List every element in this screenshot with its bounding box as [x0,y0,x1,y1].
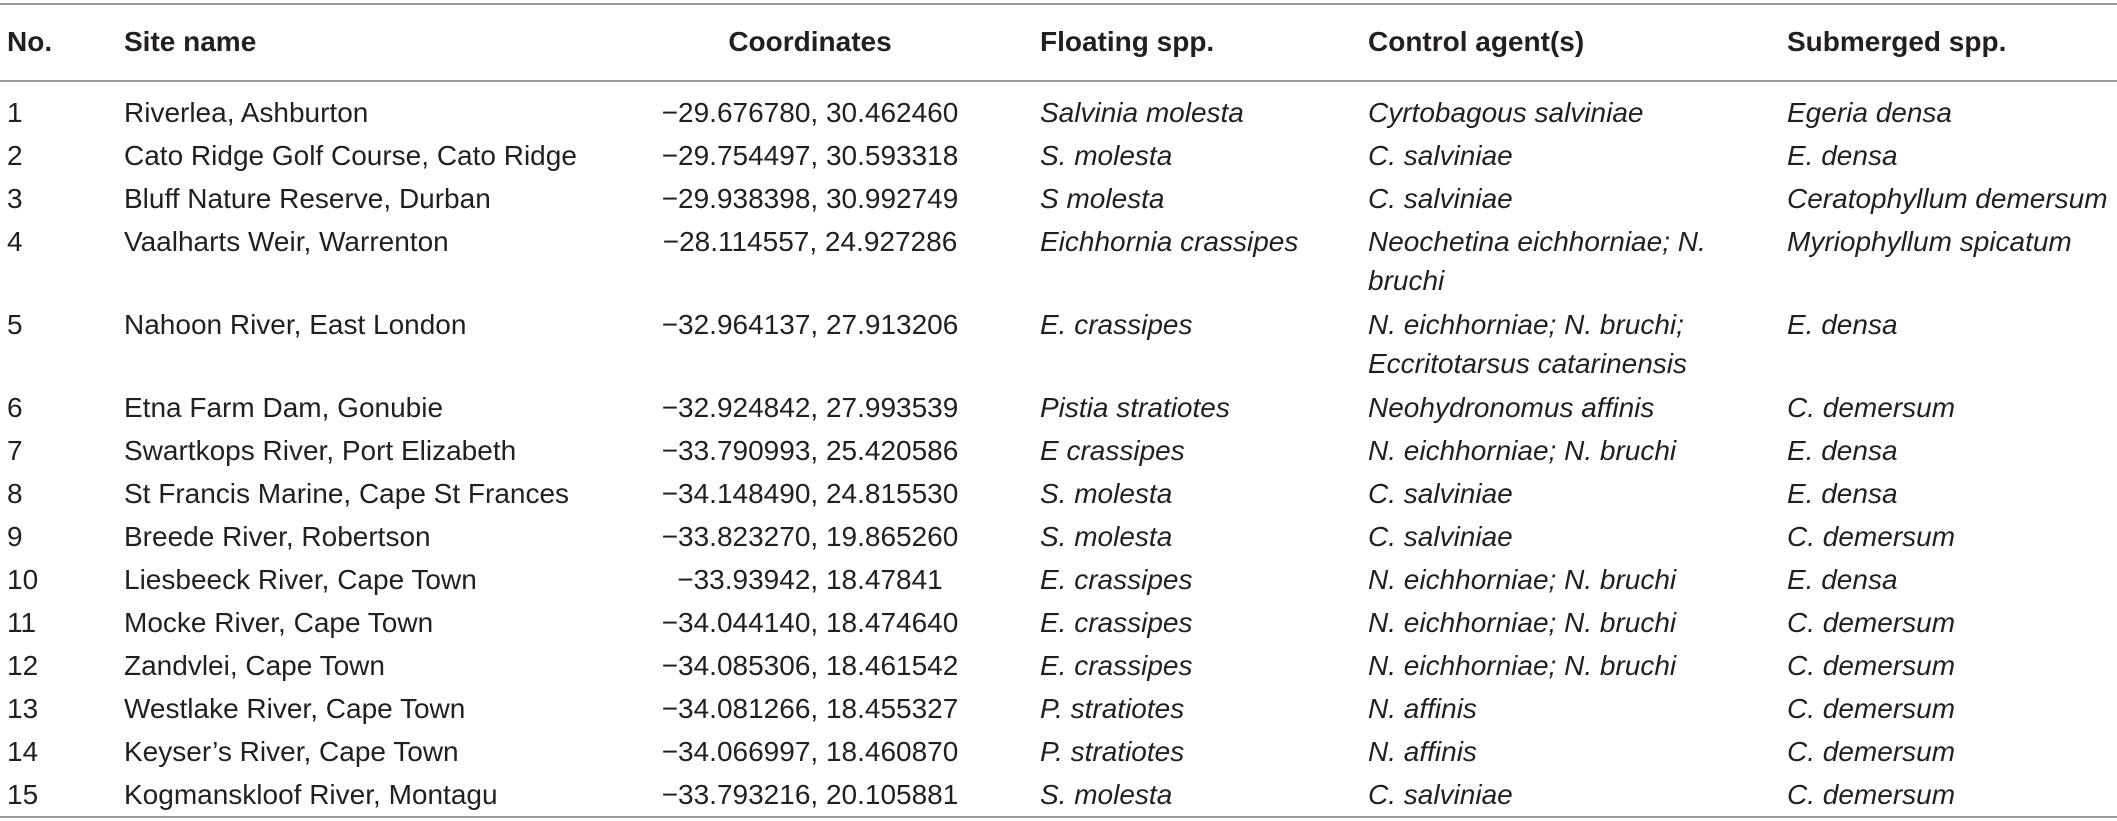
header-coordinates: Coordinates [728,26,892,57]
cell-no: 4 [7,226,23,257]
cell-control-agents: N. eichhorniae; N. bruchi [1368,435,1677,466]
cell-control-agents: N. eichhorniae; N. bruchi [1368,650,1677,681]
cell-control-agents: N. eichhorniae; N. bruchi [1368,607,1677,638]
cell-no: 5 [7,309,23,340]
cell-floating-spp: S. molesta [1040,478,1173,509]
cell-no: 9 [7,521,23,552]
cell-submerged-spp: Ceratophyllum demersum [1787,183,2108,214]
cell-site-name: Westlake River, Cape Town [124,693,466,724]
cell-control-agents: C. salviniae [1368,521,1513,552]
table-top-rule [0,3,2117,5]
cell-control-agents: Neochetina eichhorniae; N. bruchi [1368,226,1706,296]
cell-site-name: St Francis Marine, Cape St Frances [124,478,570,509]
cell-site-name: Etna Farm Dam, Gonubie [124,392,444,423]
cell-coordinates: −34.085306, 18.461542 [661,650,959,681]
header-floating-spp: Floating spp. [1040,26,1215,57]
cell-submerged-spp: Egeria densa [1787,97,1953,128]
cell-control-agents: C. salviniae [1368,478,1513,509]
cell-site-name: Keyser’s River, Cape Town [124,736,459,767]
cell-no: 6 [7,392,23,423]
cell-no: 15 [7,779,39,810]
cell-control-agents: C. salviniae [1368,140,1513,171]
cell-site-name: Cato Ridge Golf Course, Cato Ridge [124,140,577,171]
cell-submerged-spp: C. demersum [1787,392,1956,423]
table-bottom-rule [0,816,2117,818]
cell-submerged-spp: E. densa [1787,140,1898,171]
cell-coordinates: −34.044140, 18.474640 [661,607,959,638]
cell-coordinates: −34.148490, 24.815530 [661,478,959,509]
cell-floating-spp: Pistia stratiotes [1040,392,1230,423]
cell-no: 3 [7,183,23,214]
cell-control-agents: C. salviniae [1368,183,1513,214]
cell-site-name: Riverlea, Ashburton [124,97,369,128]
cell-submerged-spp: C. demersum [1787,650,1956,681]
cell-coordinates: −33.823270, 19.865260 [661,521,959,552]
cell-submerged-spp: C. demersum [1787,607,1956,638]
cell-submerged-spp: C. demersum [1787,521,1956,552]
header-submerged-spp: Submerged spp. [1787,26,2007,57]
cell-site-name: Vaalharts Weir, Warrenton [124,226,449,257]
cell-no: 13 [7,693,39,724]
header-no: No. [7,26,53,57]
cell-floating-spp: E. crassipes [1040,607,1193,638]
cell-site-name: Liesbeeck River, Cape Town [124,564,477,595]
cell-site-name: Swartkops River, Port Elizabeth [124,435,517,466]
cell-coordinates: −32.924842, 27.993539 [661,392,959,423]
cell-submerged-spp: C. demersum [1787,779,1956,810]
cell-coordinates: −33.790993, 25.420586 [661,435,959,466]
cell-floating-spp: S. molesta [1040,140,1173,171]
cell-control-agents: N. affinis [1368,693,1477,724]
cell-coordinates: −28.114557, 24.927286 [662,226,958,257]
cell-no: 11 [7,607,37,638]
cell-coordinates: −33.793216, 20.105881 [661,779,959,810]
cell-submerged-spp: E. densa [1787,564,1898,595]
cell-coordinates: −34.081266, 18.455327 [661,693,959,724]
cell-coordinates: −29.938398, 30.992749 [661,183,959,214]
table-header-row [0,22,2117,62]
cell-no: 10 [7,564,39,595]
cell-floating-spp: Salvinia molesta [1040,97,1244,128]
cell-site-name: Nahoon River, East London [124,309,467,340]
cell-control-agents: Cyrtobagous salviniae [1368,97,1644,128]
cell-control-agents: Neohydronomus affinis [1368,392,1655,423]
cell-no: 7 [7,435,23,466]
cell-submerged-spp: E. densa [1787,435,1898,466]
cell-no: 14 [7,736,39,767]
cell-no: 8 [7,478,23,509]
cell-coordinates: −33.93942, 18.47841 [677,564,943,595]
cell-site-name: Zandvlei, Cape Town [124,650,385,681]
cell-coordinates: −29.676780, 30.462460 [661,97,959,128]
cell-floating-spp: S. molesta [1040,779,1173,810]
cell-control-agents: N. affinis [1368,736,1477,767]
cell-submerged-spp: E. densa [1787,478,1898,509]
cell-submerged-spp: Myriophyllum spicatum [1787,226,2072,257]
cell-site-name: Kogmanskloof River, Montagu [124,779,498,810]
cell-floating-spp: P. stratiotes [1040,736,1185,767]
cell-floating-spp: P. stratiotes [1040,693,1185,724]
cell-control-agents: N. eichhorniae; N. bruchi [1368,564,1677,595]
cell-site-name: Bluff Nature Reserve, Durban [124,183,491,214]
cell-floating-spp: Eichhornia crassipes [1040,226,1299,257]
cell-no: 1 [7,97,23,128]
cell-submerged-spp: C. demersum [1787,693,1956,724]
cell-floating-spp: S molesta [1040,183,1165,214]
cell-coordinates: −32.964137, 27.913206 [661,309,959,340]
header-site-name: Site name [124,26,257,57]
header-control-agents: Control agent(s) [1368,26,1585,57]
cell-no: 12 [7,650,39,681]
cell-site-name: Mocke River, Cape Town [124,607,434,638]
cell-floating-spp: E. crassipes [1040,309,1193,340]
cell-no: 2 [7,140,23,171]
cell-submerged-spp: E. densa [1787,309,1898,340]
cell-coordinates: −34.066997, 18.460870 [661,736,959,767]
cell-floating-spp: E crassipes [1040,435,1185,466]
cell-submerged-spp: C. demersum [1787,736,1956,767]
cell-floating-spp: E. crassipes [1040,564,1193,595]
table-header-rule [0,80,2117,82]
cell-site-name: Breede River, Robertson [124,521,431,552]
cell-coordinates: −29.754497, 30.593318 [661,140,959,171]
cell-floating-spp: S. molesta [1040,521,1173,552]
cell-control-agents: C. salviniae [1368,779,1513,810]
cell-floating-spp: E. crassipes [1040,650,1193,681]
cell-control-agents: N. eichhorniae; N. bruchi; Eccritotarsus catarinensis [1368,309,1688,379]
